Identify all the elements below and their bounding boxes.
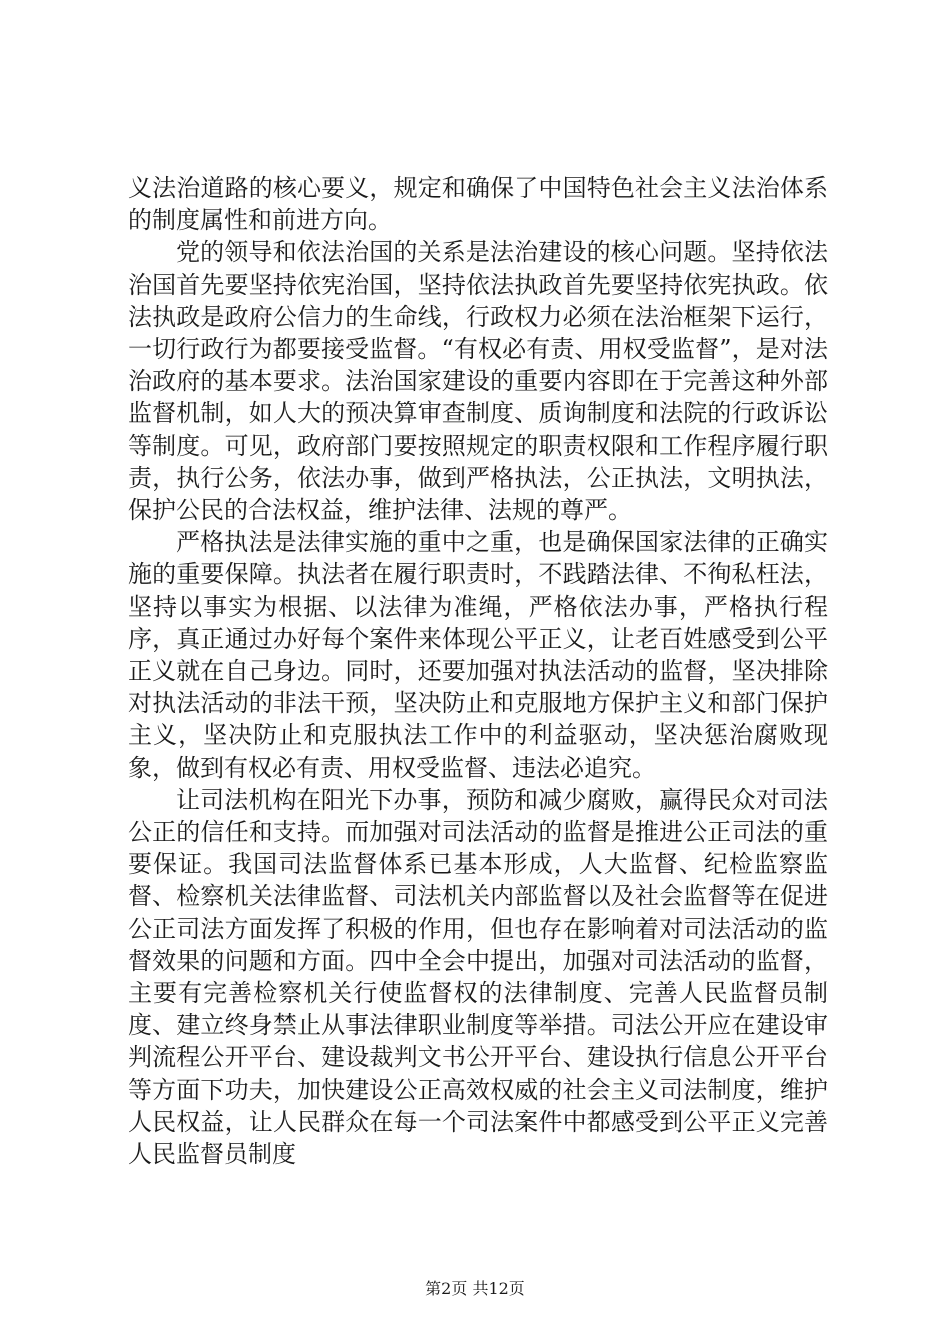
paragraph-4: 让司法机构在阳光下办事，预防和减少腐败，赢得民众对司法公正的信任和支持。而加强对司法活动的监督是推进公正司法的重要保证。我国司法监督体系已基本形成，人大监督、纪检监察监督、检察机关法律监督、司法机关内部监督以及社会监督等在促进公正司法方面发挥了积极的作用，但也存在影响着对司法活动的监督效果的问题和方面。四中全会中提出，加强对司法活动的监督，主要有完善检察机关行使监督权的法律制度、完善人民监督员制度、建立终身禁止从事法律职业制度等举措。司法公开应在建设审判流程公开平台、建设裁判文书公开平台、建设执行信息公开平台等方面下功夫，加快建设公正高效权威的社会主义司法制度，维护人民权益，让人民群众在每一个司法案件中都感受到公平正义完善人民监督员制度 [128,785,828,1169]
paragraph-1: 义法治道路的核心要义，规定和确保了中国特色社会主义法治体系的制度属性和前进方向。 [128,174,828,235]
paragraph-3: 严格执法是法律实施的重中之重，也是确保国家法律的正确实施的重要保障。执法者在履行职责时，不践踏法律、不徇私枉法，坚持以事实为根据、以法律为准绳，严格依法办事，严格执行程序，真正通过办好每个案件来体现公平正义，让老百姓感受到公平正义就在自己身边。同时，还要加强对执法活动的监督，坚决排除对执法活动的非法干预，坚决防止和克服地方保护主义和部门保护主义，坚决防止和克服执法工作中的利益驱动，坚决惩治腐败现象，做到有权必有责、用权受监督、违法必追究。 [128,528,828,782]
paragraph-2: 党的领导和依法治国的关系是法治建设的核心问题。坚持依法治国首先要坚持依宪治国，坚持依法执政首先要坚持依宪执政。依法执政是政府公信力的生命线，行政权力必须在法治框架下运行，一切行政行为都要接受监督。“有权必有责、用权受监督”，是对法治政府的基本要求。法治国家建设的重要内容即在于完善这种外部监督机制，如人大的预决算审查制度、质询制度和法院的行政诉讼等制度。可见，政府部门要按照规定的职责权限和工作程序履行职责，执行公务，依法办事，做到严格执法，公正执法，文明执法，保护公民的合法权益，维护法律、法规的尊严。 [128,238,828,525]
document-body [128,172,828,1170]
page-number-footer: 第2页 共12页 [425,1279,525,1298]
